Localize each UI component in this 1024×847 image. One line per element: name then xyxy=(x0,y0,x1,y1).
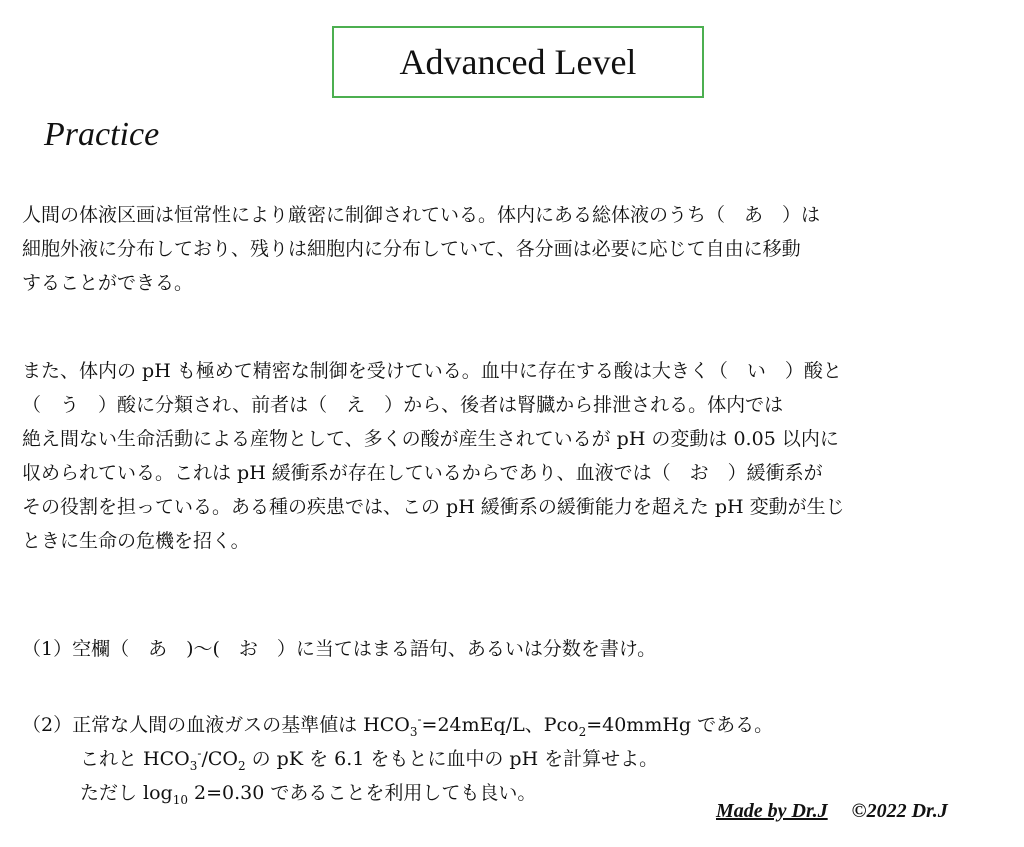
paragraph-line: 人間の体液区画は恒常性により厳密に制御されている。体内にある総体液のうち（ あ ）は xyxy=(22,204,821,226)
question-2-line-3 xyxy=(22,776,773,810)
q2-text: （2）正常な人間の血液ガスの基準値は HCO xyxy=(22,714,410,736)
q2-text: の pK を 6.1 をもとに血中の pH を計算せよ。 xyxy=(245,748,659,770)
q2-text: 2=0.30 であることを利用しても良い。 xyxy=(188,782,537,804)
author-credit xyxy=(716,800,948,823)
question-2-line-1 xyxy=(22,708,773,742)
made-by-text: Made by Dr.J xyxy=(716,800,828,822)
paragraph-line: （ う ）酸に分類され、前者は（ え ）から、後者は腎臓から排泄される。体内では xyxy=(22,394,784,416)
paragraph-line: 収められている。これは pH 緩衝系が存在しているからであり、血液では（ お ）緩衝系が xyxy=(22,462,823,484)
q2-text: =40mmHg である。 xyxy=(586,714,774,736)
section-label: Practice xyxy=(44,116,160,153)
paragraph-line: 絶え間ない生命活動による産物として、多くの酸が産生されているが pH の変動は 0.05 以内に xyxy=(22,428,839,450)
q2-sub: 3 xyxy=(409,724,418,739)
q2-sup: - xyxy=(417,712,422,727)
paragraph-1 xyxy=(22,198,1002,300)
q2-sup: - xyxy=(197,746,202,761)
q2-text: これと HCO xyxy=(80,748,190,770)
title-box xyxy=(332,26,704,98)
q2-text: =24mEq/L、Pco xyxy=(421,714,579,736)
q2-text: /CO xyxy=(201,748,238,770)
q2-text: ただし log xyxy=(80,782,173,804)
paragraph-line: 細胞外液に分布しており、残りは細胞内に分布していて、各分画は必要に応じて自由に移動 xyxy=(22,238,801,260)
q2-sub: 2 xyxy=(578,724,587,739)
question-2 xyxy=(22,708,773,810)
q2-sub: 2 xyxy=(237,758,246,773)
page-title: Advanced Level xyxy=(399,42,637,82)
paragraph-line: また、体内の pH も極めて精密な制御を受けている。血中に存在する酸は大きく（ い ）酸と xyxy=(22,360,842,382)
paragraph-2 xyxy=(22,354,1002,558)
question-1: （1）空欄（ あ )～( お ）に当てはまる語句、あるいは分数を書け。 xyxy=(22,638,657,660)
q2-sub: 10 xyxy=(172,792,188,807)
paragraph-line: ときに生命の危機を招く。 xyxy=(22,530,250,552)
paragraph-line: その役割を担っている。ある種の疾患では、この pH 緩衝系の緩衝能力を超えた pH 変動が生じ xyxy=(22,496,845,518)
copyright-text: ©2022 Dr.J xyxy=(851,800,948,822)
q2-sub: 3 xyxy=(189,758,198,773)
paragraph-line: することができる。 xyxy=(22,272,194,294)
question-2-line-2 xyxy=(22,742,773,776)
